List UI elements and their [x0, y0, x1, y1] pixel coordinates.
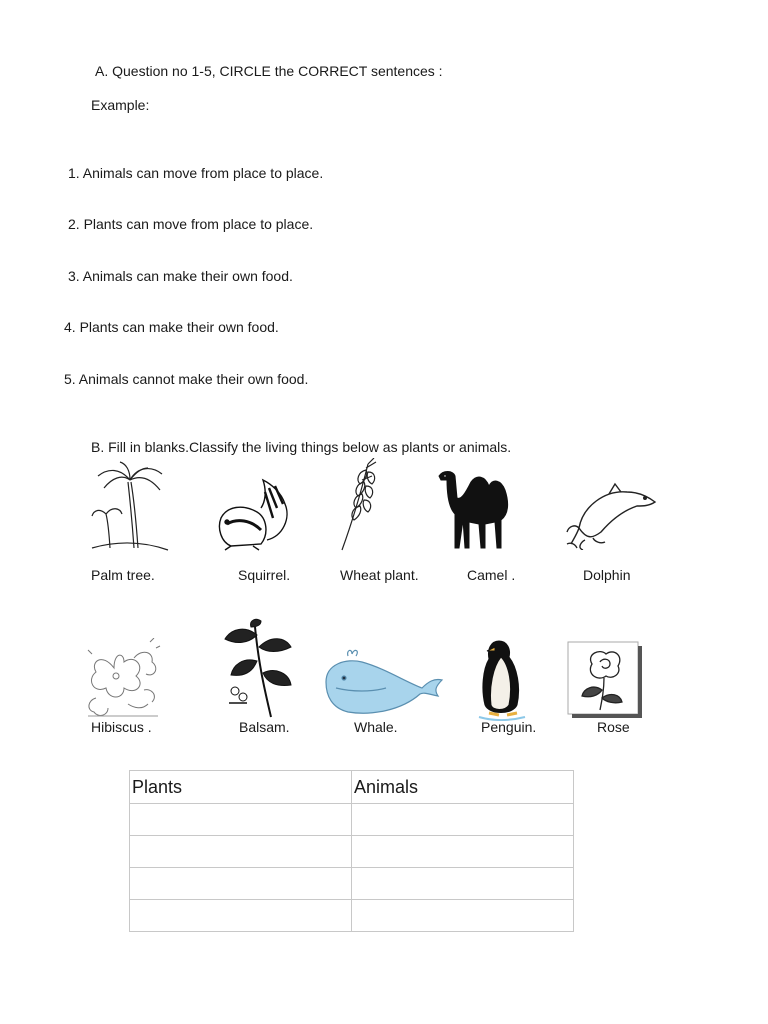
whale-icon [322, 648, 450, 718]
label-balsam: Balsam. [239, 719, 290, 735]
label-wheat-plant: Wheat plant. [340, 567, 419, 583]
label-whale: Whale. [354, 719, 398, 735]
label-penguin: Penguin. [481, 719, 537, 735]
animals-cell[interactable] [352, 900, 574, 932]
penguin-icon [473, 637, 529, 721]
animals-cell[interactable] [352, 804, 574, 836]
question-2[interactable]: 2. Plants can move from place to place. [68, 216, 314, 232]
plants-cell[interactable] [130, 900, 352, 932]
rose-icon [566, 640, 642, 718]
label-palm-tree: Palm tree. [91, 567, 155, 583]
label-camel: Camel . [467, 567, 516, 583]
table-header-row [130, 771, 574, 804]
example-label: Example: [91, 97, 150, 113]
question-1[interactable]: 1. Animals can move from place to place. [68, 165, 324, 181]
label-squirrel: Squirrel. [238, 567, 291, 583]
question-4[interactable]: 4. Plants can make their own food. [64, 319, 279, 335]
classification-table [129, 770, 574, 932]
plants-cell[interactable] [130, 868, 352, 900]
label-rose: Rose [597, 719, 630, 735]
camel-icon [435, 468, 517, 552]
palm-tree-icon [90, 460, 170, 552]
question-5[interactable]: 5. Animals cannot make their own food. [64, 371, 309, 387]
table-header-animals: Animals [352, 771, 574, 804]
table-row [130, 836, 574, 868]
table-row [130, 868, 574, 900]
plants-cell[interactable] [130, 836, 352, 868]
label-hibiscus: Hibiscus . [91, 719, 152, 735]
hibiscus-icon [84, 638, 162, 720]
dolphin-icon [565, 480, 657, 550]
section-a-heading: A. Question no 1-5, CIRCLE the CORRECT sentences : [95, 63, 443, 79]
animals-cell[interactable] [352, 868, 574, 900]
plants-cell[interactable] [130, 804, 352, 836]
squirrel-icon [213, 478, 293, 552]
question-3[interactable]: 3. Animals can make their own food. [68, 268, 293, 284]
table-row [130, 900, 574, 932]
table-header-plants: Plants [130, 771, 352, 804]
balsam-icon [219, 617, 295, 719]
section-b-heading: B. Fill in blanks.Classify the living things below as plants or animals. [91, 439, 512, 455]
wheat-icon [338, 458, 378, 552]
animals-cell[interactable] [352, 836, 574, 868]
table-row [130, 804, 574, 836]
label-dolphin: Dolphin [583, 567, 631, 583]
